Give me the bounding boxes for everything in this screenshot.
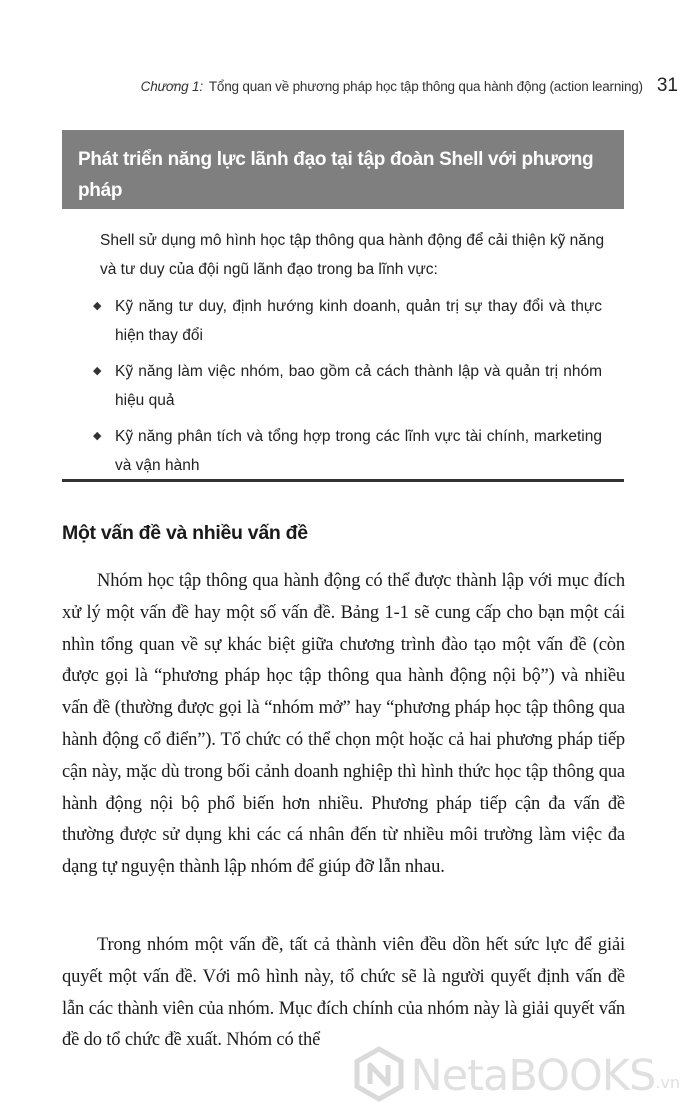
chapter-label: Chương 1: xyxy=(140,78,203,94)
body-paragraph: Trong nhóm một vấn đề, tất cả thành viên đều dồn hết sức lực để giải quyết một vấn đề. Với mô hình này, tổ chức sẽ là người quyết định vấn đề lẫn các thành viên của nhóm. Mục đích chính của nhóm này là giải quyết vấn đề do tổ chức đề xuất. Nhóm có thể xyxy=(62,935,625,1051)
box-title-line-2: học tập thông qua hành động xyxy=(78,211,337,232)
body-paragraph: Nhóm học tập thông qua hành động có thể được thành lập với mục đích xử lý một vấn đề hay một số vấn đề. Bảng 1-1 sẽ cung cấp cho bạn một cái nhìn tổng quan về sự khác biệt giữa chương trình đào tạo một vấn đề (còn được gọi là “phương pháp học tập thông qua hành động nội bộ”) và nhiều vấn đề (thường được gọi là “nhóm mở” hay “phương pháp học tập thông qua hành động cổ điển”). Tổ chức có thể chọn một hoặc cả hai phương pháp tiếp cận này, mặc dù trong bối cảnh doanh nghiệp thì hình thức học tập thông qua hành động nội bộ phổ biến hơn nhiều. Phương pháp tiếp cận đa vấn đề thường được sử dụng khi các cá nhân đến từ nhiều môi trường làm việc đa dạng tự nguyện thành lập nhóm để giúp đỡ lẫn nhau. xyxy=(62,571,625,878)
box-title xyxy=(62,130,624,232)
diamond-bullet-icon: ◆ xyxy=(93,365,102,377)
diamond-bullet-icon: ◆ xyxy=(93,430,102,442)
diamond-bullet-icon: ◆ xyxy=(93,300,102,312)
section-title: Một vấn đề và nhiều vấn đề xyxy=(62,522,308,544)
watermark-brand: NetaBOOKS xyxy=(410,1051,656,1101)
list-item xyxy=(90,422,602,480)
list-item-text: Kỹ năng tư duy, định hướng kinh doanh, quản trị sự thay đổi và thực hiện thay đổi xyxy=(115,298,602,344)
list-item-text: Kỹ năng phân tích và tổng hợp trong các lĩnh vực tài chính, marketing và vận hành xyxy=(115,428,602,474)
watermark xyxy=(351,1046,680,1106)
page-number: 31 xyxy=(656,75,678,96)
running-header xyxy=(140,72,700,100)
box-bottom-rule xyxy=(62,479,624,482)
box-intro: Shell sử dụng mô hình học tập thông qua hành động để cải thiện kỹ năng và tư duy của đội ngũ lãnh đạo trong ba lĩnh vực: xyxy=(100,232,605,278)
chapter-title: Tổng quan về phương pháp học tập thông qua hành động (action learning) xyxy=(208,78,643,94)
list-item-text: Kỹ năng làm việc nhóm, bao gồm cả cách thành lập và quản trị nhóm hiệu quả xyxy=(115,363,602,409)
chapter-heading xyxy=(141,79,643,94)
box-body xyxy=(93,226,612,487)
neta-logo-icon xyxy=(351,1046,407,1107)
bullet-list xyxy=(90,292,602,480)
list-item xyxy=(90,292,602,350)
list-item xyxy=(90,357,602,415)
watermark-suffix: .vn xyxy=(655,1073,680,1092)
box-title-line-1: Phát triển năng lực lãnh đạo tại tập đoàn Shell với phương pháp xyxy=(78,149,594,201)
